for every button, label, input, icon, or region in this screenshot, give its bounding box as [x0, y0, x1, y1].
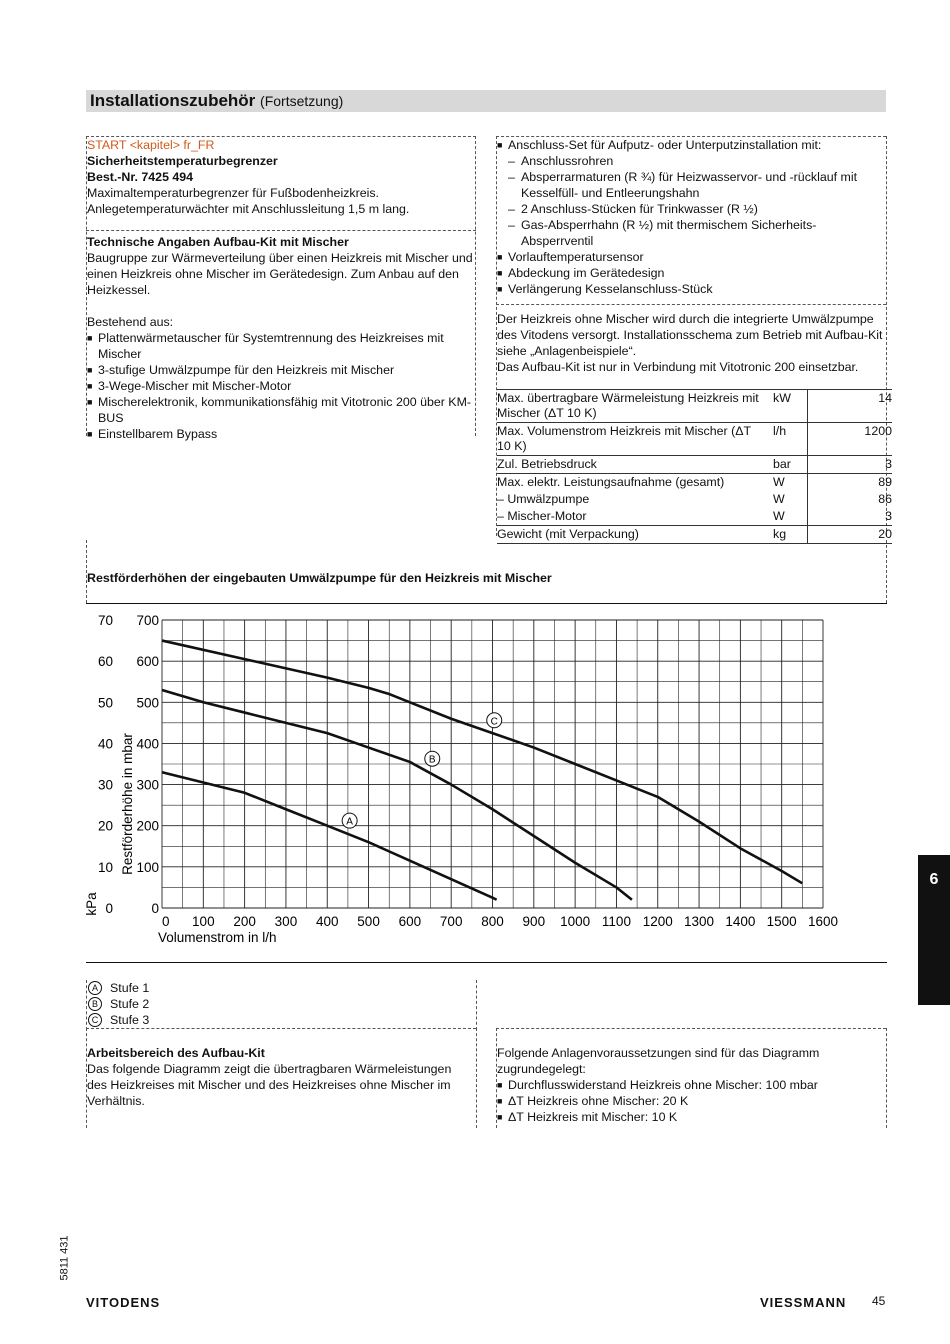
- table-row: [497, 456, 892, 474]
- tech-text: Baugruppe zur Wärmeverteilung über einen Heizkreis mit Mischer und einen Heizkreis ohne Mischer im Gerätedesign. Zum Anbau auf den Heizkessel.: [87, 251, 473, 297]
- list-item: ■ ΔT Heizkreis mit Mischer: 10 K: [497, 1109, 883, 1125]
- y-tick-label: 700: [136, 613, 159, 628]
- y-tick-label: 500: [136, 695, 159, 711]
- list-item: ■ Mischerelektronik, kommunikationsfähig mit Vitotronic 200 über KM-BUS: [87, 394, 475, 426]
- pump-curve-chart: [80, 604, 880, 960]
- x-axis-label: Volumenstrom in l/h: [158, 930, 277, 945]
- list-item: ■ ΔT Heizkreis ohne Mischer: 20 K: [497, 1093, 883, 1109]
- chapter-tab-number: 6: [929, 871, 939, 888]
- y2-axis-label: kPa: [84, 892, 99, 916]
- table-cell-value: 20: [808, 526, 893, 544]
- list-item: ■ Einstellbarem Bypass: [87, 426, 475, 442]
- divider: [476, 1028, 477, 1128]
- list-item: ■ Durchflusswiderstand Heizkreis ohne Mischer: 100 mbar: [497, 1077, 883, 1093]
- y2-tick-label: 0: [105, 901, 113, 916]
- chart-section-title: Restförderhöhen der eingebauten Umwälzpumpe für den Heizkreis mit Mischer: [87, 571, 552, 585]
- list-item: ■ 3-Wege-Mischer mit Mischer-Motor: [87, 378, 475, 394]
- brand-vitodens: VITODENS: [86, 1295, 161, 1310]
- arbeitsbereich-block: [87, 1045, 473, 1109]
- x-tick-label: 800: [481, 914, 504, 929]
- sicherheit-title: Sicherheitstemperaturbegrenzer: [87, 154, 278, 168]
- table-row: [497, 491, 892, 508]
- note-text: Der Heizkreis ohne Mischer wird durch die integrierte Umwälzpumpe des Vitodens versorgt. Installationsschema zum Betrieb mit Aufbau-Kit siehe „Anlagenbeispiele“.: [497, 312, 883, 358]
- arbeitsbereich-text: Das folgende Diagramm zeigt die übertragbaren Wärmeleistungen des Heizkreises mit Mischer und des Heizkreises ohne Mischer im Verhältnis.: [87, 1062, 452, 1108]
- table-cell-value: 86: [808, 491, 893, 508]
- table-cell-value: 1200: [808, 423, 893, 456]
- table-cell-label: Max. übertragbare Wärmeleistung Heizkreis mit Mischer (ΔT 10 K): [497, 390, 769, 423]
- table-row: [497, 474, 892, 492]
- list-item: ■ Plattenwärmetauscher für Systemtrennung des Heizkreises mit Mischer: [87, 330, 475, 362]
- curve-marker-label: C: [490, 716, 498, 728]
- table-cell-unit: l/h: [769, 423, 808, 456]
- table-cell-label: Zul. Betriebsdruck: [497, 456, 769, 474]
- tech-block: [87, 234, 475, 442]
- sicherheit-text-2: Anlegetemperaturwächter mit Anschlussleitung 1,5 m lang.: [87, 202, 410, 216]
- x-tick-label: 1200: [642, 914, 673, 929]
- x-tick-label: 300: [274, 914, 298, 929]
- list-item: ■ Verlängerung Kesselanschluss-Stück: [497, 281, 885, 297]
- y-tick-label: 300: [136, 777, 159, 793]
- y2-tick-label: 40: [97, 736, 113, 752]
- note-text: Das Aufbau-Kit ist nur in Verbindung mit Vitotronic 200 einsetzbar.: [497, 360, 859, 374]
- x-tick-label: 500: [357, 914, 380, 929]
- curve-b: [162, 690, 632, 900]
- list-item: ■ Abdeckung im Gerätedesign: [497, 265, 885, 281]
- legend-item: [88, 980, 149, 996]
- divider: [86, 1028, 476, 1029]
- legend-label: Stufe 3: [110, 1013, 150, 1027]
- x-tick-label: 1400: [725, 914, 756, 929]
- x-tick-label: 1300: [684, 914, 715, 929]
- table-cell-unit: W: [773, 492, 785, 506]
- x-tick-label: 1100: [601, 914, 631, 929]
- y2-tick-label: 20: [97, 818, 113, 834]
- divider: [86, 230, 476, 231]
- table-row: [497, 423, 892, 456]
- anschluss-block: [497, 137, 885, 297]
- x-tick-label: 200: [233, 914, 256, 929]
- table-cell-unit: W: [773, 475, 785, 489]
- y2-tick-label: 10: [97, 859, 113, 875]
- brand-viessmann-logo: VIESSMANN: [760, 1295, 847, 1310]
- legend-item: [88, 1012, 149, 1028]
- sicherheit-text-1: Maximaltemperaturbegrenzer für Fußbodenheizkreis.: [87, 186, 379, 200]
- table-cell-label: Gewicht (mit Verpackung): [497, 526, 769, 544]
- curve-c: [162, 641, 802, 884]
- table-cell-value: 3: [808, 508, 893, 526]
- legend-mark: C: [88, 1013, 102, 1027]
- table-cell-value: 3: [808, 456, 893, 474]
- table-cell-label: – Umwälzpumpe: [497, 492, 590, 506]
- x-tick-label: 1500: [766, 914, 797, 929]
- legend-label: Stufe 1: [110, 981, 150, 995]
- table-cell-value: 14: [808, 390, 893, 423]
- legend-label: Stufe 2: [110, 997, 150, 1011]
- y-tick-label: 100: [136, 859, 159, 875]
- list-item: – 2 Anschluss-Stücken für Trinkwasser (R ½): [497, 201, 885, 217]
- chapter-tab[interactable]: [918, 855, 950, 1005]
- page-number: 45: [872, 1294, 886, 1308]
- divider: [475, 136, 476, 436]
- y2-tick-label: 70: [97, 613, 113, 628]
- y-tick-label: 400: [136, 736, 159, 752]
- chart-legend: [88, 980, 149, 1028]
- anlagen-text: Folgende Anlagenvoraussetzungen sind für das Diagramm zugrundegelegt:: [497, 1046, 820, 1076]
- table-row: [497, 508, 892, 526]
- curve-marker-label: B: [428, 754, 436, 766]
- divider: [886, 1028, 887, 1128]
- anlagen-block: [497, 1045, 883, 1125]
- note-block: [497, 311, 885, 375]
- legend-mark: A: [88, 981, 102, 995]
- doc-number-wrap: [58, 1232, 82, 1292]
- x-tick-label: 0: [162, 914, 170, 929]
- list-item: ■ 3-stufige Umwälzpumpe für den Heizkreis mit Mischer: [87, 362, 475, 378]
- specs-table: [497, 389, 892, 544]
- tech-title: Technische Angaben Aufbau-Kit mit Mischer: [87, 235, 349, 249]
- arbeitsbereich-title: Arbeitsbereich des Aufbau-Kit: [87, 1046, 265, 1060]
- y-tick-label: 200: [136, 818, 159, 834]
- curve-a: [162, 772, 497, 900]
- list-item: – Gas-Absperrhahn (R ½) mit thermischem Sicherheits-Absperrventil: [497, 217, 885, 249]
- x-tick-label: 1000: [560, 914, 591, 929]
- x-tick-label: 100: [192, 914, 215, 929]
- x-tick-label: 700: [439, 914, 463, 929]
- x-tick-label: 1600: [807, 914, 839, 929]
- table-cell-label: – Mischer-Motor: [497, 508, 769, 526]
- list-item: ■ Vorlauftemperatursensor: [497, 249, 885, 265]
- legend-mark: B: [88, 997, 102, 1011]
- y-axis-label: Restförderhöhe in mbar: [120, 733, 135, 875]
- divider: [886, 540, 887, 603]
- divider: [86, 962, 887, 963]
- x-tick-label: 600: [398, 914, 422, 929]
- curve-marker-label: A: [346, 816, 353, 828]
- sicherheit-block: [87, 137, 475, 217]
- x-tick-label: 400: [315, 914, 339, 929]
- doc-number: 5811 431: [58, 1235, 71, 1281]
- y-tick-label: 600: [136, 654, 159, 670]
- list-item: – Absperrarmaturen (R ¾) für Heizwasservor- und -rücklauf mit Kesselfüll- und Entleerungshahn: [497, 169, 885, 201]
- divider: [496, 304, 886, 305]
- table-row: [497, 390, 892, 423]
- table-cell-label: Max. Volumenstrom Heizkreis mit Mischer (ΔT 10 K): [497, 423, 769, 456]
- table-cell-unit: W: [769, 508, 808, 526]
- list-item: – Anschlussrohren: [497, 153, 885, 169]
- order-number: Best.-Nr. 7425 494: [87, 170, 194, 184]
- chapter-marker: START <kapitel> fr_FR: [87, 138, 215, 152]
- x-tick-label: 900: [522, 914, 546, 929]
- table-cell-unit: kW: [769, 390, 808, 423]
- divider: [86, 980, 87, 1030]
- divider: [496, 1028, 886, 1029]
- table-cell-unit: kg: [769, 526, 808, 544]
- legend-item: [88, 996, 149, 1012]
- y2-tick-label: 30: [97, 777, 113, 793]
- table-cell-unit: bar: [769, 456, 808, 474]
- table-cell-value: 89: [808, 474, 893, 492]
- y-tick-label: 0: [151, 901, 159, 916]
- list-item: ■ Anschluss-Set für Aufputz- oder Unterputzinstallation mit:: [497, 137, 885, 153]
- y2-tick-label: 50: [97, 695, 113, 711]
- y2-tick-label: 60: [97, 654, 113, 670]
- table-row: [497, 526, 892, 544]
- divider: [476, 980, 477, 1030]
- table-cell-label: Max. elektr. Leistungsaufnahme (gesamt): [497, 475, 725, 489]
- bestehend-label: Bestehend aus:: [87, 315, 174, 329]
- page-title: Installationszubehör (Fortsetzung): [90, 91, 344, 110]
